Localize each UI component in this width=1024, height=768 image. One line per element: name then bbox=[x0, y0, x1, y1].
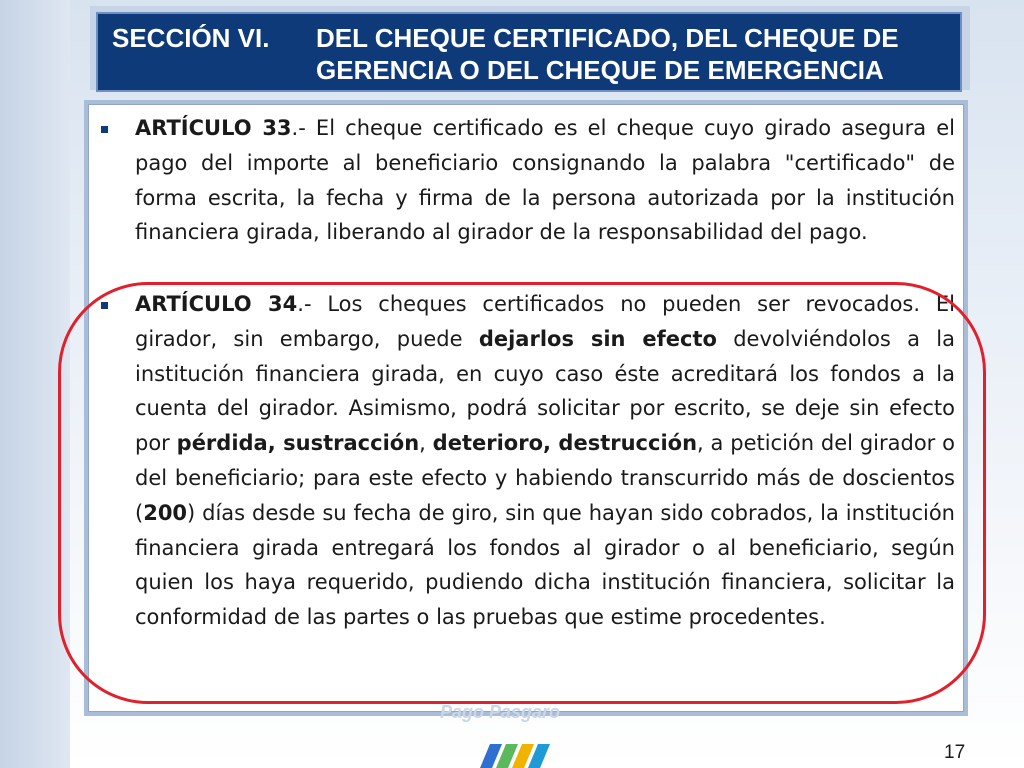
article-34-bold-phrase: dejarlos sin efecto bbox=[478, 326, 717, 351]
article-33-body: .- El cheque certificado es el cheque cuyo girado asegura el pago del importe al beneficiario consignando la palabra "certificado" de forma escrita, la fecha y firma de la persona autorizada por la institución financiera girada, liberando al girador de la responsabilidad del pago. bbox=[135, 116, 955, 245]
article-33-heading: ARTÍCULO 33 bbox=[135, 116, 292, 140]
article-34-bold-phrase: pérdida, sustracción bbox=[176, 431, 420, 456]
article-34-text: .- Los cheques certificados no pueden ser revocados. El girador, sin embargo, puede bbox=[135, 292, 955, 351]
square-bullet-icon bbox=[101, 302, 108, 309]
page-number: 17 bbox=[944, 742, 966, 763]
article-34-text: ) días desde su fecha de giro, sin que hayan sido cobrados, la institución financiera girada entregará los fondos al girador o al beneficiario, según quien los haya requerido, pudiendo dicha institución financiera, solicitar la conformidad de las partes o las pruebas que estime procedentes. bbox=[135, 500, 955, 630]
striped-logo-icon bbox=[476, 730, 556, 768]
slide-side-frame bbox=[0, 0, 70, 768]
article-33 bbox=[135, 111, 955, 250]
article-34-text: , a petición del girador o del beneficiario; para este efecto y habiendo transcurrido más de doscientos ( bbox=[135, 431, 955, 525]
article-34-bold-phrase: deterioro, destrucción bbox=[432, 431, 698, 456]
title-bar bbox=[96, 12, 962, 92]
page-title: DEL CHEQUE CERTIFICADO, DEL CHEQUE DE GERENCIA O DEL CHEQUE DE EMERGENCIA bbox=[316, 23, 899, 85]
article-34-heading: ARTÍCULO 34 bbox=[135, 292, 298, 316]
article-34 bbox=[135, 287, 955, 635]
article-34-text: devolviéndolos a la institución financiera girada, en cuyo caso éste acreditará los fondos a la cuenta del girador. Asimismo, podrá solicitar por escrito, se deje sin efecto por bbox=[135, 326, 955, 456]
title-section-number: SECCIÓN VI. bbox=[112, 23, 270, 53]
watermark-text: Pago Pasgaro bbox=[440, 702, 561, 722]
article-34-bold-number: 200 bbox=[143, 500, 188, 525]
content-panel bbox=[88, 104, 964, 712]
square-bullet-icon bbox=[101, 126, 108, 133]
article-34-text: , bbox=[419, 431, 433, 456]
